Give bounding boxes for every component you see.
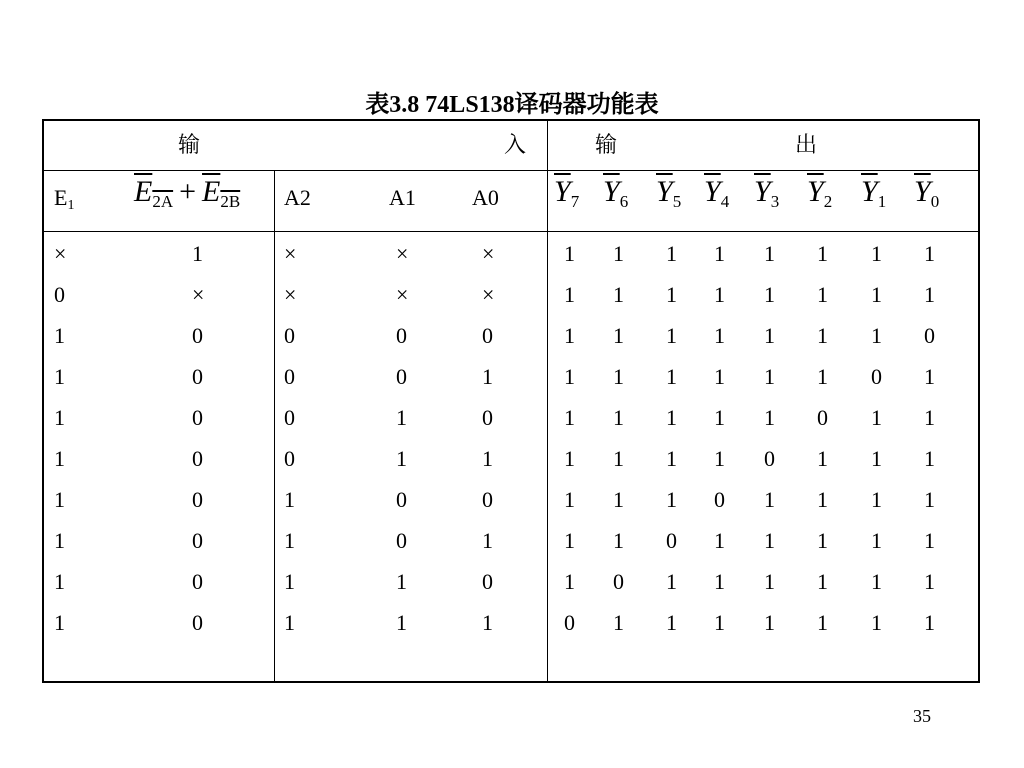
input-header-char-2: 入	[504, 132, 527, 157]
output-y1-cell: 1	[871, 323, 882, 348]
a0-cell: 1	[482, 364, 493, 389]
output-y6-cell: 1	[613, 610, 624, 635]
output-y3-cell: 1	[764, 487, 775, 512]
e1-cell: 0	[54, 282, 65, 307]
output-y7-cell: 1	[564, 364, 575, 389]
output-y2-cell: 1	[817, 364, 828, 389]
output-y6-header: $\overline{Y}_6$	[603, 175, 629, 211]
output-y4-cell: 0	[714, 487, 725, 512]
a2-cell: 1	[284, 487, 295, 512]
table-title: 表3.8 74LS138译码器功能表	[365, 92, 659, 118]
output-header-char-1: 输	[595, 132, 618, 157]
a2-cell: ×	[284, 241, 297, 266]
output-y7-header: $\overline{Y}_7$	[554, 175, 580, 211]
output-y4-cell: 1	[714, 446, 725, 471]
output-y6-cell: 1	[613, 446, 624, 471]
output-y0-cell: 1	[924, 487, 935, 512]
e2-cell: 0	[192, 405, 203, 430]
output-y3-cell: 1	[764, 323, 775, 348]
page-number: 35	[913, 706, 931, 726]
a2-cell: 0	[284, 323, 295, 348]
output-y5-cell: 1	[666, 323, 677, 348]
a0-cell: 0	[482, 569, 493, 594]
e2-cell: 0	[192, 569, 203, 594]
e2-cell: 0	[192, 487, 203, 512]
output-y7-cell: 1	[564, 528, 575, 553]
output-y4-cell: 1	[714, 364, 725, 389]
a1-cell: 0	[396, 528, 407, 553]
input-output-divider	[547, 121, 548, 683]
input-header-char-1: 输	[178, 132, 201, 157]
output-y4-cell: 1	[714, 610, 725, 635]
a0-cell: 0	[482, 323, 493, 348]
output-y0-cell: 1	[924, 569, 935, 594]
a1-cell: 0	[396, 323, 407, 348]
e2-cell: 1	[192, 241, 203, 266]
a2-cell: 0	[284, 364, 295, 389]
e2-enable-header: $E_{2A} + E_{2B}$	[134, 175, 241, 211]
output-y5-header: $\overline{Y}_5$	[656, 175, 682, 211]
output-y2-cell: 1	[817, 446, 828, 471]
output-y4-cell: 1	[714, 241, 725, 266]
truth-table	[42, 119, 980, 683]
output-y4-cell: 1	[714, 282, 725, 307]
output-y1-cell: 1	[871, 569, 882, 594]
e1-cell: 1	[54, 446, 65, 471]
output-y3-cell: 1	[764, 528, 775, 553]
output-y6-cell: 1	[613, 323, 624, 348]
a0-cell: ×	[482, 241, 495, 266]
output-y7-cell: 1	[564, 446, 575, 471]
output-y4-cell: 1	[714, 323, 725, 348]
output-y2-cell: 1	[817, 323, 828, 348]
output-y2-header: $\overline{Y}_2$	[807, 175, 833, 211]
output-y5-cell: 1	[666, 487, 677, 512]
e1-cell: 1	[54, 610, 65, 635]
output-y6-cell: 1	[613, 528, 624, 553]
output-y5-cell: 1	[666, 282, 677, 307]
output-y7-cell: 0	[564, 610, 575, 635]
a2-cell: ×	[284, 282, 297, 307]
output-y1-cell: 1	[871, 241, 882, 266]
e2-cell: 0	[192, 528, 203, 553]
e2-cell: ×	[192, 282, 205, 307]
a2-cell: 1	[284, 528, 295, 553]
output-y2-cell: 1	[817, 241, 828, 266]
output-y1-cell: 1	[871, 282, 882, 307]
output-y3-cell: 1	[764, 405, 775, 430]
a0-cell: 0	[482, 487, 493, 512]
output-y2-cell: 1	[817, 528, 828, 553]
output-y3-cell: 1	[764, 610, 775, 635]
a1-cell: ×	[396, 282, 409, 307]
output-y7-cell: 1	[564, 487, 575, 512]
output-y3-cell: 1	[764, 364, 775, 389]
output-y4-cell: 1	[714, 569, 725, 594]
output-y4-header: $\overline{Y}_4$	[704, 175, 730, 211]
output-y5-cell: 0	[666, 528, 677, 553]
output-y0-cell: 1	[924, 610, 935, 635]
output-y3-cell: 0	[764, 446, 775, 471]
e1-cell: 1	[54, 487, 65, 512]
a1-cell: 0	[396, 364, 407, 389]
output-y6-cell: 1	[613, 487, 624, 512]
a0-cell: 1	[482, 610, 493, 635]
output-y1-header: $\overline{Y}_1$	[861, 175, 887, 211]
output-y7-cell: 1	[564, 569, 575, 594]
a1-cell: 1	[396, 569, 407, 594]
output-y1-cell: 1	[871, 487, 882, 512]
output-y2-cell: 1	[817, 487, 828, 512]
output-y0-cell: 1	[924, 364, 935, 389]
header-row-divider	[44, 170, 978, 171]
a2-cell: 1	[284, 569, 295, 594]
output-y6-cell: 1	[613, 282, 624, 307]
output-y7-cell: 1	[564, 323, 575, 348]
a1-cell: 0	[396, 487, 407, 512]
e2-cell: 0	[192, 446, 203, 471]
output-y1-cell: 1	[871, 610, 882, 635]
enable-address-divider	[274, 170, 275, 683]
a2-header: A2	[284, 185, 311, 210]
output-y6-cell: 1	[613, 405, 624, 430]
output-y6-cell: 1	[613, 241, 624, 266]
a0-cell: ×	[482, 282, 495, 307]
e1-header: E1	[54, 185, 75, 213]
output-y3-cell: 1	[764, 569, 775, 594]
output-y0-cell: 1	[924, 405, 935, 430]
output-y0-cell: 1	[924, 282, 935, 307]
a2-cell: 0	[284, 405, 295, 430]
output-header-char-2: 出	[795, 132, 818, 157]
e2-cell: 0	[192, 610, 203, 635]
output-y3-header: $\overline{Y}_3$	[754, 175, 780, 211]
e1-cell: 1	[54, 323, 65, 348]
e1-cell: ×	[54, 241, 67, 266]
output-y5-cell: 1	[666, 405, 677, 430]
e1-cell: 1	[54, 569, 65, 594]
output-y7-cell: 1	[564, 282, 575, 307]
output-y1-cell: 0	[871, 364, 882, 389]
output-y3-cell: 1	[764, 241, 775, 266]
output-y2-cell: 1	[817, 610, 828, 635]
output-y7-cell: 1	[564, 405, 575, 430]
output-y4-cell: 1	[714, 528, 725, 553]
output-y5-cell: 1	[666, 364, 677, 389]
output-y7-cell: 1	[564, 241, 575, 266]
a1-cell: 1	[396, 405, 407, 430]
a0-cell: 1	[482, 446, 493, 471]
output-y5-cell: 1	[666, 241, 677, 266]
a1-header: A1	[389, 185, 416, 210]
output-y5-cell: 1	[666, 446, 677, 471]
a0-header: A0	[472, 185, 499, 210]
output-y5-cell: 1	[666, 610, 677, 635]
a1-cell: 1	[396, 446, 407, 471]
output-y5-cell: 1	[666, 569, 677, 594]
output-y0-cell: 0	[924, 323, 935, 348]
body-top-divider	[44, 231, 978, 232]
output-y1-cell: 1	[871, 405, 882, 430]
output-y0-cell: 1	[924, 446, 935, 471]
output-y2-cell: 0	[817, 405, 828, 430]
output-y3-cell: 1	[764, 282, 775, 307]
e1-cell: 1	[54, 405, 65, 430]
output-y4-cell: 1	[714, 405, 725, 430]
output-y6-cell: 0	[613, 569, 624, 594]
output-y2-cell: 1	[817, 569, 828, 594]
output-y1-cell: 1	[871, 446, 882, 471]
output-y0-cell: 1	[924, 528, 935, 553]
a0-cell: 1	[482, 528, 493, 553]
e1-cell: 1	[54, 528, 65, 553]
output-y1-cell: 1	[871, 528, 882, 553]
e2-cell: 0	[192, 364, 203, 389]
output-y6-cell: 1	[613, 364, 624, 389]
a1-cell: 1	[396, 610, 407, 635]
a2-cell: 1	[284, 610, 295, 635]
e2-cell: 0	[192, 323, 203, 348]
a2-cell: 0	[284, 446, 295, 471]
e1-cell: 1	[54, 364, 65, 389]
output-y0-cell: 1	[924, 241, 935, 266]
a0-cell: 0	[482, 405, 493, 430]
output-y2-cell: 1	[817, 282, 828, 307]
output-y0-header: $\overline{Y}_0$	[914, 175, 940, 211]
a1-cell: ×	[396, 241, 409, 266]
